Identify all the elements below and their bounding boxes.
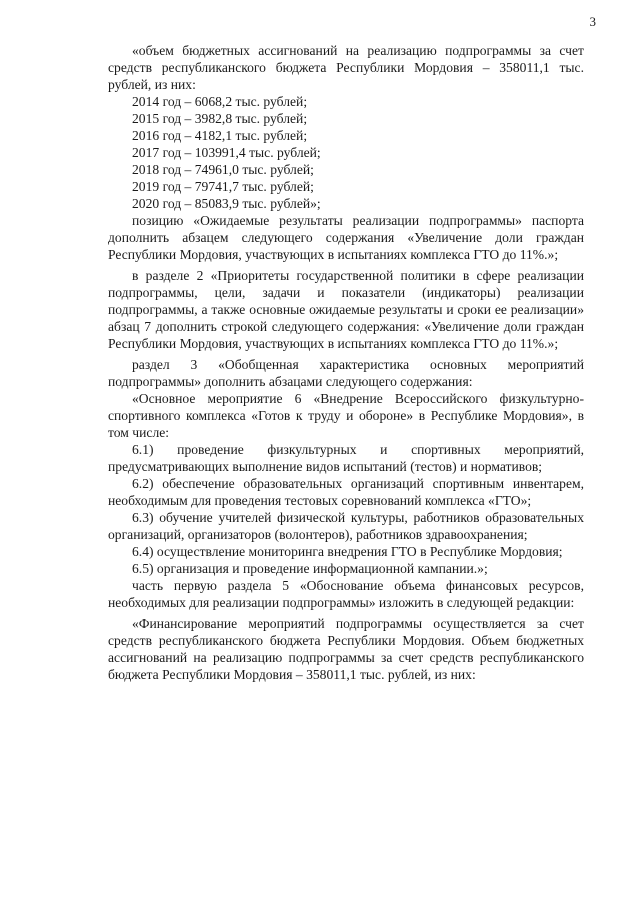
- paragraph-section-2: в разделе 2 «Приоритеты государственной политики в сфере реализации подпрограммы, цели, задачи и показатели (индикаторы) реализации подпрограммы, а также основные ожидаемые результаты и сроки ее реализации» абзац 7 дополнить строкой следующего содержания: «Увеличение доли граждан Республики Мордовия, участвующих в испытаниях комплекса ГТО до 11%.»;: [108, 268, 584, 351]
- paragraph-section-3: раздел 3 «Обобщенная характеристика основных мероприятий подпрограммы» дополнить абзацами следующего содержания:: [108, 357, 584, 389]
- paragraph-section-5: часть первую раздела 5 «Обоснование объема финансовых ресурсов, необходимых для реализации подпрограммы» изложить в следующей редакции:: [108, 578, 584, 610]
- year-line-2017: 2017 год – 103991,4 тыс. рублей;: [132, 145, 321, 160]
- year-line-2020: 2020 год – 85083,9 тыс. рублей»;: [132, 196, 321, 211]
- year-line-2018: 2018 год – 74961,0 тыс. рублей;: [132, 162, 314, 177]
- year-line-2019: 2019 год – 79741,7 тыс. рублей;: [132, 179, 314, 194]
- paragraph-main-activity-6: «Основное мероприятие 6 «Внедрение Всероссийского физкультурно-спортивного комплекса «Готов к труду и обороне» в Республике Мордовия», в том числе:: [108, 391, 584, 440]
- paragraph-expected-results: позицию «Ожидаемые результаты реализации подпрограммы» паспорта дополнить абзацем следующего содержания «Увеличение доли граждан Республики Мордовия, участвующих в испытаниях комплекса ГТО до 11%.»;: [108, 213, 584, 262]
- year-line-2016: 2016 год – 4182,1 тыс. рублей;: [132, 128, 308, 143]
- list-item-6-3: 6.3) обучение учителей физической культуры, работников образовательных организаций, организаторов (волонтеров), работников здравоохранения;: [108, 510, 584, 542]
- year-line-2014: 2014 год – 6068,2 тыс. рублей;: [132, 94, 308, 109]
- document-body: [108, 42, 584, 683]
- list-item-6-4: 6.4) осуществление мониторинга внедрения ГТО в Республике Мордовия;: [132, 544, 563, 559]
- list-item-6-2: 6.2) обеспечение образовательных организаций спортивным инвентарем, необходимым для проведения тестовых соревнований комплекса «ГТО»;: [108, 476, 584, 508]
- list-item-6-5: 6.5) организация и проведение информационной кампании.»;: [132, 561, 488, 576]
- year-line-2015: 2015 год – 3982,8 тыс. рублей;: [132, 111, 308, 126]
- paragraph-financing: «Финансирование мероприятий подпрограммы осуществляется за счет средств республиканского бюджета Республики Мордовия. Объем бюджетных ассигнований на реализацию подпрограммы за счет средств республиканского бюджета Республики Мордовия – 358011,1 тыс. рублей, из них:: [108, 616, 584, 682]
- page-number: 3: [589, 14, 596, 29]
- list-item-6-1: 6.1) проведение физкультурных и спортивных мероприятий, предусматривающих выполнение видов испытаний (тестов) и нормативов;: [108, 442, 584, 474]
- paragraph-budget-intro: «объем бюджетных ассигнований на реализацию подпрограммы за счет средств республиканского бюджета Республики Мордовия – 358011,1 тыс. рублей, из них:: [108, 43, 584, 92]
